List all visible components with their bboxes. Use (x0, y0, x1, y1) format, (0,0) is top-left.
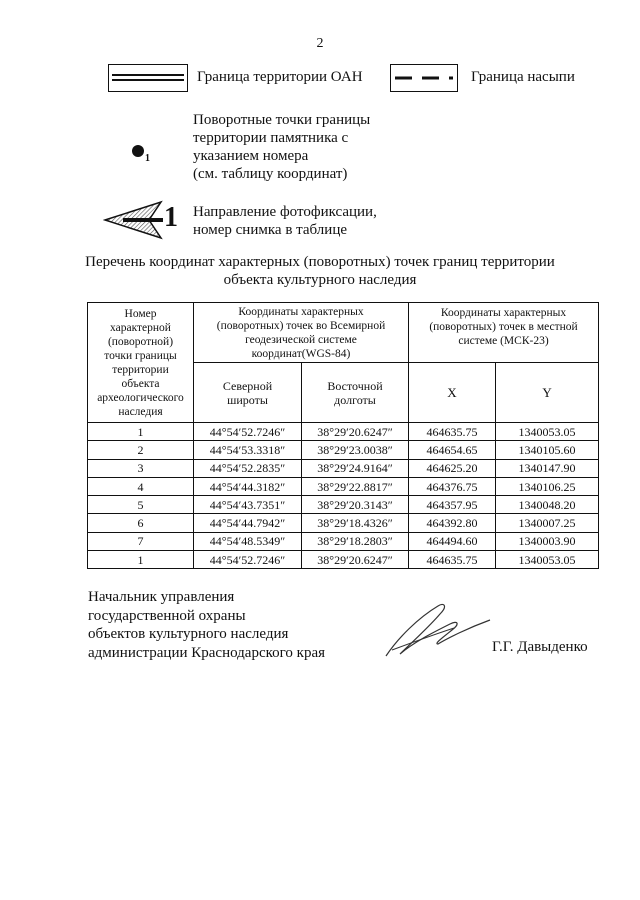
cell-east-longitude: 38°29′24.9164″ (302, 459, 409, 477)
header-msk-line: системе (МСК-23) (458, 335, 549, 347)
header-east-line: Восточной (327, 378, 383, 393)
coordinates-table-body (88, 423, 599, 569)
header-east-line: долготы (334, 392, 376, 407)
table-row (88, 532, 599, 550)
table-row (88, 477, 599, 495)
signatory-title-line: объектов культурного наследия (88, 626, 289, 642)
cell-x: 464635.75 (409, 423, 496, 441)
turning-points-line-4: (см. таблицу координат) (193, 166, 348, 182)
photo-direction-number: 1 (164, 202, 178, 233)
cell-y: 1340053.05 (496, 423, 599, 441)
cell-north-latitude: 44°54′44.3182″ (194, 477, 302, 495)
cell-x: 464357.95 (409, 496, 496, 514)
table-row (88, 514, 599, 532)
coordinates-table (87, 302, 599, 569)
table-caption-line-2: объекта культурного наследия (223, 272, 417, 288)
dashed-line-icon (391, 65, 457, 91)
header-msk23 (409, 303, 599, 363)
header-north-line: широты (227, 392, 268, 407)
table-caption (60, 253, 580, 289)
cell-north-latitude: 44°54′44.7942″ (194, 514, 302, 532)
signatory-title-line: государственной охраны (88, 607, 246, 624)
table-row (88, 459, 599, 477)
header-wgs-line: координат(WGS-84) (251, 347, 351, 360)
cell-north-latitude: 44°54′53.3318″ (194, 441, 302, 459)
cell-north-latitude: 44°54′48.5349″ (194, 532, 302, 550)
cell-east-longitude: 38°29′20.3143″ (302, 496, 409, 514)
cell-point-number: 4 (88, 477, 194, 495)
cell-x: 464392.80 (409, 514, 496, 532)
cell-east-longitude: 38°29′23.0038″ (302, 441, 409, 459)
cell-north-latitude: 44°54′43.7351″ (194, 496, 302, 514)
cell-y: 1340053.05 (496, 551, 599, 569)
page-number: 2 (316, 36, 324, 51)
cell-north-latitude: 44°54′52.7246″ (194, 551, 302, 569)
cell-east-longitude: 38°29′20.6247″ (302, 551, 409, 569)
photo-direction-line-1: Направление фотофиксации, (193, 204, 377, 220)
oan-boundary-symbol (108, 64, 188, 92)
header-point-line: объекта (121, 377, 160, 390)
header-point-line: характерной (110, 321, 171, 334)
cell-y: 1340147.90 (496, 459, 599, 477)
cell-east-longitude: 38°29′22.8817″ (302, 477, 409, 495)
signatory-title (88, 588, 325, 662)
cell-point-number: 1 (88, 423, 194, 441)
cell-point-number: 3 (88, 459, 194, 477)
embankment-boundary-label: Граница насыпи (471, 69, 575, 85)
header-wgs-line: Координаты характерных (238, 305, 364, 318)
signatory-title-line: администрации Краснодарского края (88, 644, 326, 661)
header-point-number (88, 303, 194, 423)
header-msk-line: Координаты характерных (440, 307, 567, 319)
turning-points-line-1: Поворотные точки границы (193, 112, 371, 128)
cell-y: 1340048.20 (496, 496, 599, 514)
embankment-boundary-symbol (390, 64, 458, 92)
turning-point-dot-icon (128, 140, 158, 170)
cell-point-number: 2 (88, 441, 194, 459)
header-point-line: археологического (97, 391, 184, 404)
table-row (88, 496, 599, 514)
turning-points-line-3: указанием номера (193, 148, 309, 164)
header-wgs-line: геодезической системе (245, 333, 357, 346)
table-row (88, 423, 599, 441)
header-msk-line: (поворотных) точек в местной (429, 321, 578, 333)
handwritten-signature (378, 598, 498, 668)
header-point-line: территории (112, 363, 169, 376)
photo-direction-arrow-icon (103, 200, 165, 240)
signatory-title-line: Начальник управления (88, 589, 235, 605)
header-point-line: наследия (118, 405, 163, 418)
cell-east-longitude: 38°29′18.2803″ (302, 532, 409, 550)
photo-direction-label (193, 203, 377, 239)
header-wgs-line: (поворотных) точек во Всемирной (216, 319, 386, 332)
header-point-line: Номер (124, 307, 157, 320)
cell-x: 464494.60 (409, 532, 496, 550)
cell-x: 464654.65 (409, 441, 496, 459)
cell-point-number: 7 (88, 532, 194, 550)
header-point-line: (поворотной) (107, 335, 174, 348)
header-y: Y (496, 363, 599, 423)
cell-y: 1340007.25 (496, 514, 599, 532)
table-row (88, 551, 599, 569)
turning-points-label (193, 111, 370, 183)
header-north-line: Северной (222, 378, 273, 393)
cell-point-number: 1 (88, 551, 194, 569)
cell-x: 464635.75 (409, 551, 496, 569)
header-point-line: точки границы (104, 349, 177, 362)
oan-boundary-label: Граница территории ОАН (197, 69, 363, 85)
cell-north-latitude: 44°54′52.2835″ (194, 459, 302, 477)
cell-point-number: 6 (88, 514, 194, 532)
cell-east-longitude: 38°29′20.6247″ (302, 423, 409, 441)
cell-y: 1340003.90 (496, 532, 599, 550)
cell-north-latitude: 44°54′52.7246″ (194, 423, 302, 441)
cell-east-longitude: 38°29′18.4326″ (302, 514, 409, 532)
table-row (88, 441, 599, 459)
header-wgs84 (194, 303, 409, 363)
cell-y: 1340105.60 (496, 441, 599, 459)
cell-x: 464625.20 (409, 459, 496, 477)
cell-y: 1340106.25 (496, 477, 599, 495)
cell-point-number: 5 (88, 496, 194, 514)
header-x: X (409, 363, 496, 423)
signatory-name: Г.Г. Давыденко (492, 639, 588, 655)
header-east-longitude (302, 363, 409, 423)
cell-x: 464376.75 (409, 477, 496, 495)
photo-direction-line-2: номер снимка в таблице (193, 222, 347, 238)
turning-point-marker-index: 1 (145, 153, 150, 164)
double-line-icon (109, 65, 187, 91)
header-north-latitude (194, 363, 302, 423)
turning-points-line-2: территории памятника с (193, 130, 349, 146)
table-caption-line-1: Перечень координат характерных (поворотных) точек границ территории (85, 254, 555, 270)
